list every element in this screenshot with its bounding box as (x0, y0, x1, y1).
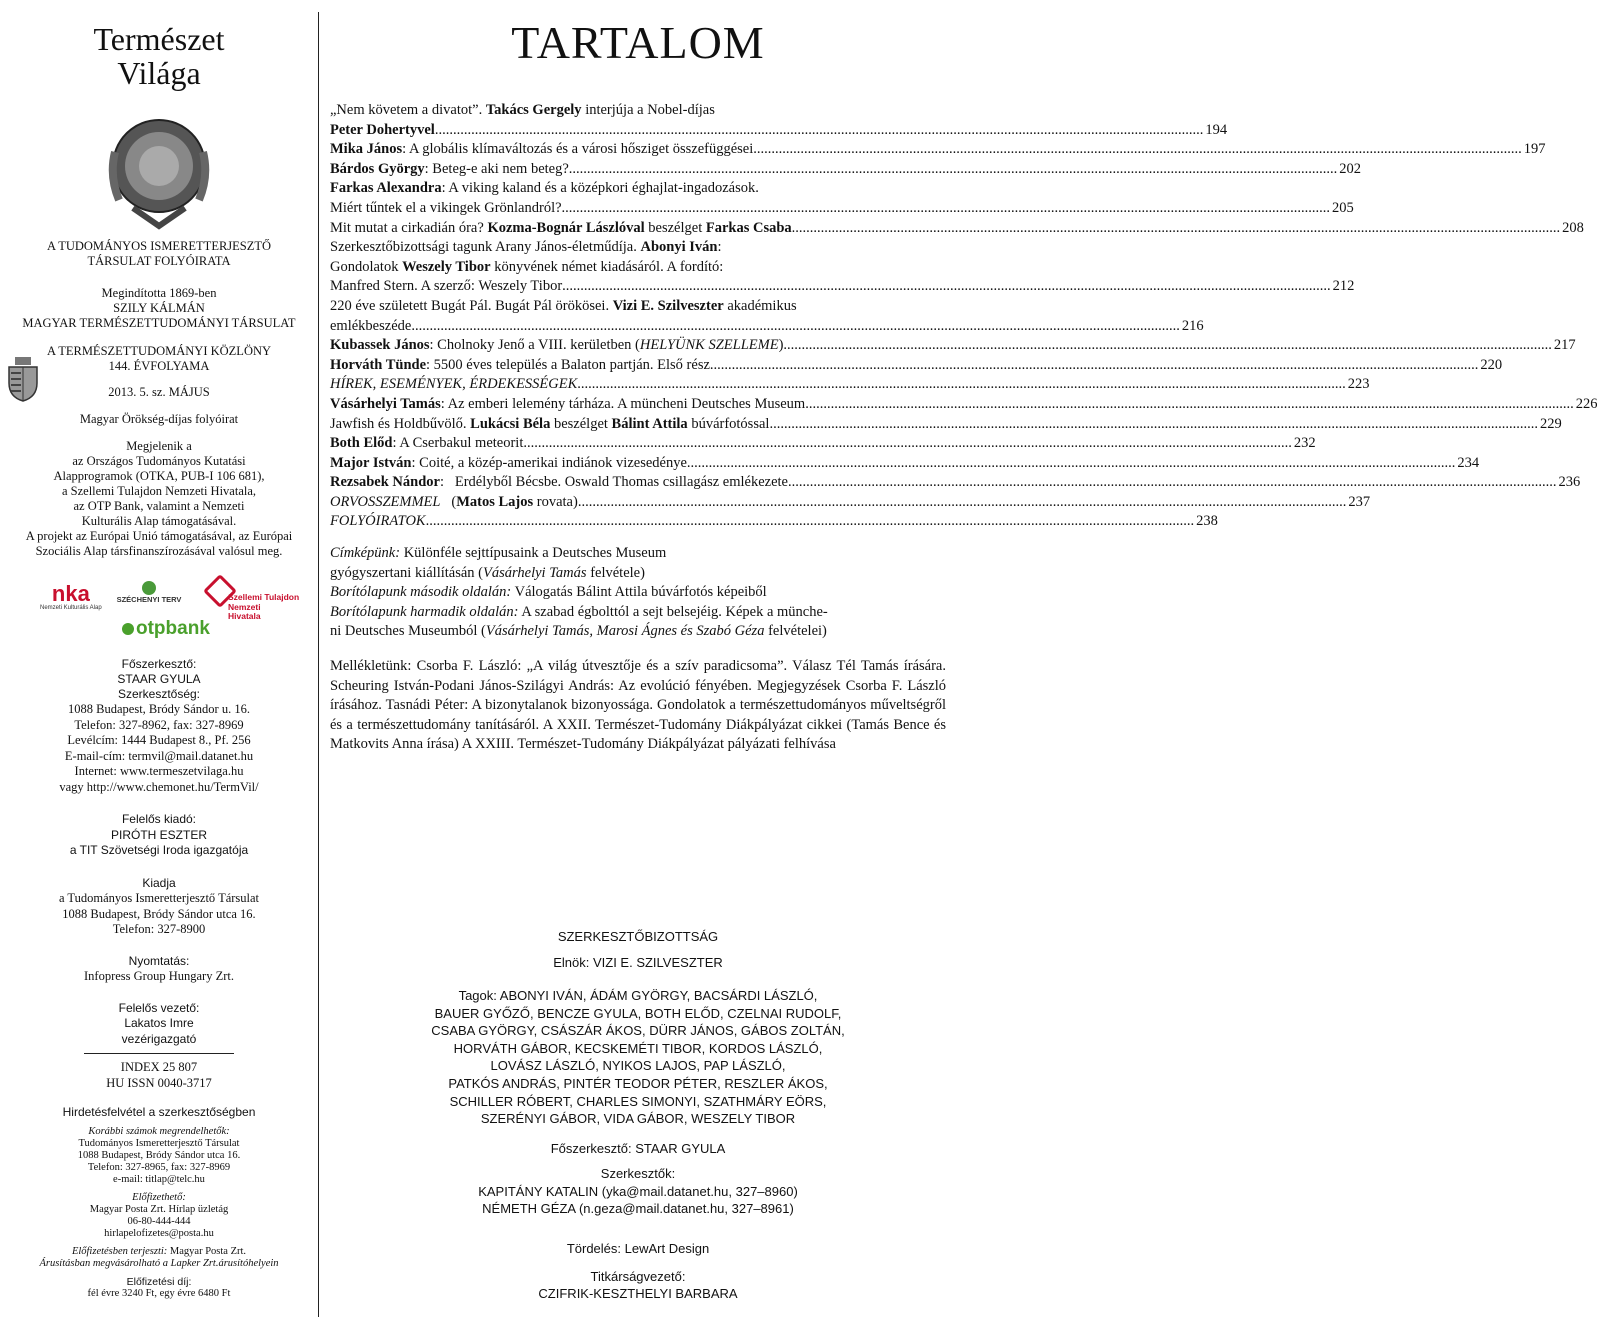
office-mail: Levélcím: 1444 Budapest 8., Pf. 256 (67, 733, 251, 747)
page-number: 234 (1457, 454, 1480, 471)
toc-entry: Szerkesztőbizottsági tagunk Arany János-életműdíja. Abonyi Iván: (330, 239, 722, 256)
back-issues-line: Tudományos Ismeretterjesztő Társulat (78, 1138, 240, 1149)
layout-credit: Tördelés: LewArt Design (566, 1241, 710, 1257)
issue-date: 2013. 5. sz. MÁJUS (108, 385, 210, 399)
back-issues-line: Telefon: 327-8965, fax: 327-8969 (87, 1162, 231, 1173)
publisher-responsible-role: a TIT Szövetségi Iroda igazgatója (69, 843, 249, 857)
contents-column (330, 0, 1597, 755)
page-title: TARTALOM (511, 17, 765, 68)
board-title: SZERKESZTŐBIZOTTSÁG (557, 929, 719, 944)
support-line: az Országos Tudományos Kutatási (72, 454, 246, 468)
toc-entry: „Nem követem a divatot”. Takács Gergely interjúja a Nobel-díjas (330, 102, 715, 118)
supplement-text: Mellékletünk: Csorba F. László: „A világ útvesztője és a szív paradicsoma”. Válasz Tél Tamás írására. Scheuring István-Podani János-Szilágyi András: Az evolúció fényében. Megjegyzések Csorba F. László írásához. Tasnádi Péter: A bizonytalanok bizonyossága. Gondolatok a természettudományos műveltségről és a természettudomány tanításáról. A XXII. Természet-Tudomány Diákpályázat cikkei (Tamás Bence és Matkovits Anna írása) A XXIII. Természet-Tudomány Diákpályázat pályázati felhívása (330, 658, 946, 753)
otpbank-logo: otpbank (122, 621, 210, 636)
editors-label: Szerkesztők: (600, 1166, 676, 1182)
subscription-line: Magyar Posta Zrt. Hírlap üzletág (89, 1204, 229, 1215)
board-chief: Főszerkesztő: STAAR GYULA (550, 1140, 726, 1156)
divider (84, 1053, 234, 1054)
toc-entry: Manfred Stern. A szerző: Weszely Tibor ..... 212 (330, 277, 946, 297)
manager-label: Felelős vezető: (118, 1000, 200, 1015)
toc-entry: Gondolatok Weszely Tibor könyvének német kiadásáról. A fordító: (330, 258, 724, 275)
toc-entry: HÍREK, ESEMÉNYEK, ÉRDEKESSÉGEK ..... 223 (330, 375, 946, 395)
magazine-title: Természet Világa (93, 21, 225, 91)
sponsor-logos: nka Nemzeti Kulturális Alap SZÉCHENYI TERV Szellemi Tulajdon Nemzeti Hivatala otpbank (0, 577, 318, 657)
page-number: 238 (1196, 513, 1218, 530)
editor: KAPITÁNY KATALIN (yka@mail.datanet.hu, 327–8960) (478, 1183, 798, 1199)
table-of-contents (330, 101, 1597, 532)
back-issues-line: 1088 Budapest, Bródy Sándor utca 16. (77, 1150, 241, 1161)
office-web: Internet: www.termeszetvilaga.hu (74, 764, 244, 778)
toc-entry: Both Előd: A Cserbakul meteorit ..... 232 (330, 434, 946, 454)
page-number: 237 (1348, 493, 1371, 510)
publisher-phone: Telefon: 327-8900 (112, 922, 206, 936)
founded-line: MAGYAR TERMÉSZETTUDOMÁNYI TÁRSULAT (22, 316, 296, 330)
toc-entry: Bárdos György: Beteg-e aki nem beteg? ..... 202 (330, 160, 946, 180)
toc-entry: Rezsabek Nándor: Erdélyből Bécsbe. Oswald Thomas csillagász emlékezete ..... 236 (330, 473, 946, 493)
board-members-line: LOVÁSZ LÁSZLÓ, NYIKOS LAJOS, PAP LÁSZLÓ, (490, 1058, 786, 1074)
distribution-name: Magyar Posta Zrt. (169, 1246, 247, 1257)
office-address: 1088 Budapest, Bródy Sándor u. 16. (68, 702, 250, 716)
founder-name: SZILY KÁLMÁN (113, 301, 205, 315)
toc-entry: Vásárhelyi Tamás: Az emberi lelemény tárháza. A müncheni Deutsches Museum ..... 226 (330, 395, 946, 415)
publisher-label: Kiadja (142, 875, 176, 890)
page-number: 208 (1562, 219, 1584, 236)
page-number: 212 (1332, 278, 1355, 295)
price-label: Előfizetési díj: (126, 1276, 192, 1288)
page-number: 205 (1332, 199, 1354, 216)
toc-entry: Peter Dohertyvel ..... 194 (330, 121, 946, 141)
toc-entry: emlékbeszéde ..... 216 (330, 317, 946, 337)
board-members-line: SZERÉNYI GÁBOR, VIDA GÁBOR, WESZELY TIBOR (480, 1111, 796, 1127)
masthead-column (0, 0, 318, 1328)
anniversary-emblem-icon (89, 96, 229, 236)
support-line: Alapprogramok (OTKA, PUB-I 106 681), (53, 469, 265, 483)
chief-label: Főszerkesztő: (121, 657, 197, 671)
publisher-line: A TUDOMÁNYOS ISMERETTERJESZTŐ (46, 239, 272, 253)
toc-entry: Major István: Coité, a közép-amerikai indiánok vizesedénye ..... 234 (330, 454, 946, 474)
subscription-line: 06-80-444-444 (127, 1216, 191, 1227)
subscription-label: Előfizethető: (132, 1192, 186, 1203)
index-number: INDEX 25 807 (120, 1060, 198, 1074)
board-members-line: Tagok: ABONYI IVÁN, ÁDÁM GYÖRGY, BACSÁRDI LÁSZLÓ, (458, 988, 818, 1003)
printing-name: Infopress Group Hungary Zrt. (84, 969, 234, 983)
page-number: 217 (1553, 337, 1576, 354)
eu-line: A projekt az Európai Unió támogatásával, az Európai (25, 529, 293, 543)
issn: HU ISSN 0040-3717 (106, 1075, 212, 1090)
board-members-line: BAUER GYŐZŐ, BENCZE GYULA, BOTH ELŐD, CZELNAI RUDOLF, (434, 1005, 842, 1021)
szechenyi-icon (142, 581, 156, 595)
distribution-label: Előfizetésben terjeszti: (71, 1246, 168, 1257)
page-number: 194 (1205, 121, 1228, 138)
toc-entry: Mit mutat a cirkadián óra? Kozma-Bognár Lászlóval beszélget Farkas Csaba ..... 208 (330, 219, 946, 239)
back-issues-line: e-mail: titlap@telc.hu (113, 1174, 205, 1185)
cover-captions: Címképünk: Különféle sejttípusaink a Deutsches Museum gyógyszertani kiállításán (Vásárhelyi Tamás felvétele) Borítólapunk második oldalán: Válogatás Bálint Attila búvárfotós képeiből Borítólapunk harmadik oldalán: A szabad égbolttól a sejt belsejéig. Képek a münche- ni Deutsches Museumból (Vásárhelyi Tamás, Marosi Ágnes és Szabó Géza felvételei) (330, 545, 828, 640)
retail-line: Árusításban megvásárolható a Lapker Zrt.árusítóhelyein (39, 1258, 279, 1269)
support-line: Kulturális Alap támogatásával. (81, 514, 237, 528)
editor: NÉMETH GÉZA (n.geza@mail.datanet.hu, 327–8961) (482, 1201, 794, 1217)
toc-entry: Jawfish és Holdbűvölő. Lukácsi Béla beszélget Bálint Attila búvárfotóssal ..... 229 (330, 415, 946, 435)
toc-entry: Miért tűntek el a vikingek Grönlandról? ..... 205 (330, 199, 946, 219)
toc-entry: ORVOSSZEMMEL (Matos Lajos rovata) ..... 237 (330, 493, 946, 513)
hungarian-crest-icon (6, 357, 40, 405)
toc-entry: 220 éve született Bugát Pál. Bugát Pál örökösei. Vizi E. Szilveszter akadémikus (330, 297, 797, 314)
page-number: 229 (1539, 415, 1562, 432)
publisher-address: 1088 Budapest, Bródy Sándor utca 16. (62, 906, 256, 921)
publisher-responsible-name: PIRÓTH ESZTER (110, 827, 207, 842)
support-line: az OTP Bank, valamint a Nemzeti (73, 499, 245, 513)
subscription-line: hirlapelofizetes@posta.hu (104, 1228, 214, 1239)
eu-line: Szociális Alap társfinanszírozásával valósul meg. (35, 544, 283, 558)
page-number: 223 (1347, 376, 1370, 393)
page-number: 232 (1293, 435, 1316, 452)
founded-line: Megindította 1869-ben (101, 286, 217, 300)
ads-line: Hirdetésfelvétel a szerkesztőségben (62, 1105, 256, 1119)
page-number: 216 (1181, 317, 1204, 334)
office-label: Szerkesztőség: (117, 687, 201, 701)
board-members-line: HORVÁTH GÁBOR, KECSKEMÉTI TIBOR, KORDOS LÁSZLÓ, (453, 1040, 823, 1056)
support-line: a Szellemi Tulajdon Nemzeti Hivatala, (61, 484, 257, 498)
kozlony-line: A TERMÉSZETTUDOMÁNYI KÖZLÖNY (46, 344, 272, 358)
publisher-name: a Tudományos Ismeretterjesztő Társulat (58, 891, 260, 905)
toc-entry: Horváth Tünde: 5500 éves település a Balaton partján. Első rész ..... 220 (330, 356, 946, 376)
office-phone: Telefon: 327-8962, fax: 327-8969 (74, 717, 244, 732)
back-issues-label: Korábbi számok megrendelhetők: (88, 1126, 230, 1137)
column-divider (318, 12, 319, 1317)
chief-name: STAAR GYULA (117, 672, 201, 686)
publisher-responsible-label: Felelős kiadó: (121, 812, 197, 826)
printing-label: Nyomtatás: (128, 953, 190, 968)
otp-icon (122, 623, 134, 635)
page-number: 226 (1575, 395, 1597, 412)
editorial-board (330, 928, 946, 1303)
board-members-line: CSABA GYÖRGY, CSÁSZÁR ÁKOS, DÜRR JÁNOS, GÁBOS ZOLTÁN, (431, 1023, 845, 1039)
manager-role: vezérigazgató (121, 1031, 197, 1046)
manager-name: Lakatos Imre (124, 1016, 194, 1030)
price: fél évre 3240 Ft, egy évre 6480 Ft (87, 1288, 231, 1299)
board-chair: Elnök: VIZI E. SZILVESZTER (553, 954, 723, 970)
office-email: E-mail-cím: termvil@mail.datanet.hu (64, 748, 254, 763)
toc-entry: Farkas Alexandra: A viking kaland és a középkori éghajlat-ingadozások. (330, 180, 759, 197)
page-number: 202 (1339, 160, 1362, 177)
szechenyi-terv-logo: SZÉCHENYI TERV (110, 581, 188, 604)
toc-entry: FOLYÓIRATOK ..... 238 (330, 512, 946, 532)
nka-logo: nka Nemzeti Kulturális Alap (40, 581, 102, 611)
page-number: 220 (1480, 356, 1503, 373)
secretary-name: CZIFRIK-KESZTHELYI BARBARA (538, 1286, 738, 1302)
heritage-award: Magyar Örökség-díjas folyóirat (79, 412, 239, 426)
toc-entry: Mika János: A globális klímaváltozás és a városi hősziget összefüggései ..... 197 (330, 140, 946, 160)
toc-entry: Kubassek János: Cholnoky Jenő a VIII. kerületben (HELYÜNK SZELLEME) ..... 217 (330, 336, 946, 356)
publisher-line: TÁRSULAT FOLYÓIRATA (87, 254, 231, 268)
support-line: Megjelenik a (126, 439, 192, 453)
office-web-alt: vagy http://www.chemonet.hu/TermVil/ (59, 779, 259, 794)
board-members-line: SCHILLER RÓBERT, CHARLES SIMONYI, SZATHMÁRY EÖRS, (449, 1093, 827, 1109)
secretary-label: Titkárságvezető: (590, 1268, 686, 1284)
page-number: 197 (1523, 141, 1546, 158)
page-number: 236 (1558, 474, 1581, 491)
board-members-line: PATKÓS ANDRÁS, PINTÉR TEODOR PÉTER, RESZLER ÁKOS, (448, 1075, 828, 1091)
volume-line: 144. ÉVFOLYAMA (108, 359, 210, 373)
